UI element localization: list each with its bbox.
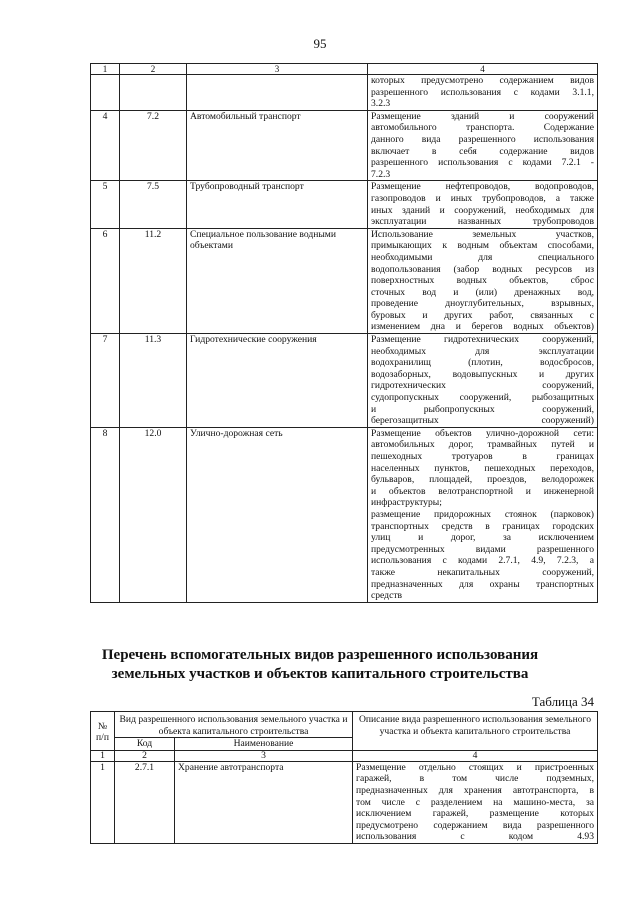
description-cell (353, 761, 598, 843)
header-cell: 1 (91, 64, 120, 75)
header-cell: 3 (187, 64, 368, 75)
empty-cell (120, 75, 187, 111)
table-header-row (91, 64, 598, 75)
description-line: водозаборных, водовыпускных и других (371, 368, 594, 380)
description-line: инфраструктуры; (371, 497, 442, 509)
description-line: также некапитальных сооружений, (371, 566, 594, 578)
description-line: необходимых для эксплуатации (371, 345, 594, 357)
description-cell (368, 228, 598, 333)
row-number: 4 (91, 110, 120, 181)
description-line: Размещение отдельно стоящих и пристроенных (356, 761, 595, 773)
description-line: 7.2.3 (371, 168, 391, 180)
description-line: поверхностных водных объектов, сброс (371, 275, 594, 287)
row-name: Гидротехнические сооружения (187, 334, 368, 428)
row-code: 11.2 (120, 228, 187, 333)
section-heading: Перечень вспомогательных видов разрешенного использования земельных участков и объектов капитального строительства (101, 647, 539, 682)
header-cell: 4 (368, 64, 598, 75)
index-cell: 3 (175, 750, 353, 761)
description-line: данного вида разрешенного использования (371, 133, 594, 145)
row-number: 1 (91, 761, 115, 843)
header-cell: 2 (120, 64, 187, 75)
table-row (91, 334, 598, 428)
auxiliary-land-use-table (90, 711, 598, 844)
description-cell (368, 75, 598, 111)
row-number: 5 (91, 181, 120, 228)
description-line: предназначенных для хранения автотранспорта, в (356, 784, 595, 796)
description-line: размещение придорожных стоянок (парковок) (371, 508, 594, 520)
col-type-header: Вид разрешенного использования земельного участка и объекта капитального строительства (115, 712, 353, 738)
row-name: Трубопроводный транспорт (187, 181, 368, 228)
table-caption: Таблица 34 (531, 694, 594, 709)
page-number: 95 (313, 36, 327, 51)
description-line: использования с кодом 4.93 (356, 831, 595, 843)
table-row (91, 761, 598, 843)
row-name: Автомобильный транспорт (187, 110, 368, 181)
empty-cell (91, 75, 120, 111)
description-line: автомобильного транспорта. Содержание (371, 122, 594, 134)
row-code: 2.7.1 (115, 761, 175, 843)
description-line: автомобильных дорог, трамвайных путей и (371, 439, 594, 451)
row-name: Улично-дорожная сеть (187, 427, 368, 602)
description-cell (368, 334, 598, 428)
empty-cell (187, 75, 368, 111)
description-line: которых предусмотрено содержанием видов (371, 75, 594, 86)
row-code: 12.0 (120, 427, 187, 602)
index-cell: 2 (115, 750, 175, 761)
col-name-header: Наименование (175, 738, 353, 751)
description-line: водопользования (забор водных ресурсов из (371, 263, 594, 275)
row-number: 8 (91, 427, 120, 602)
table-row (91, 228, 598, 333)
description-line: судопропускных сооружений, рыбозащитных (371, 392, 594, 404)
description-line: и объектов велотранспортной и инженерной (371, 485, 594, 497)
description-line: пешеходных тротуаров в границах (371, 451, 594, 462)
description-line: транспортных средств в границах городских (371, 520, 594, 532)
col-code-header: Код (115, 738, 175, 751)
description-line: Размещение гидротехнических сооружений, (371, 334, 594, 346)
description-line: примыкающих к водным объектам способами, (371, 240, 594, 252)
description-line: населенных пунктов, пешеходных переходов, (371, 462, 594, 474)
row-code: 11.3 (120, 334, 187, 428)
description-line: разрешенного использования с кодами 7.2.1 - (371, 157, 594, 169)
description-line: гаражей, в том числе подземных, (356, 773, 595, 785)
col-desc-header: Описание вида разрешенного использования земельного участка и объекта капитального строительства (353, 712, 598, 751)
row-code: 7.5 (120, 181, 187, 228)
description-line: включает в себя содержание видов (371, 145, 594, 157)
description-line: гидротехнических сооружений, (371, 380, 594, 392)
table-row (91, 75, 598, 111)
description-line: Использование земельных участков, (371, 228, 594, 240)
row-name: Специальное пользование водными объектами (187, 228, 368, 333)
description-line: том числе с разделением на машино-места, за (356, 796, 595, 808)
description-cell (368, 427, 598, 602)
description-line: исключением гаражей, размещение которых (356, 808, 595, 820)
description-line: Размещение зданий и сооружений (371, 110, 594, 122)
row-number: 6 (91, 228, 120, 333)
index-cell: 1 (91, 750, 115, 761)
column-index-row (91, 750, 598, 761)
index-cell: 4 (353, 750, 598, 761)
land-use-table-continued (90, 63, 598, 603)
description-cell (368, 110, 598, 181)
description-line: проведение дноуглубительных, взрывных, (371, 298, 594, 310)
description-cell (368, 181, 598, 228)
row-number: 7 (91, 334, 120, 428)
description-line: газопроводов и иных трубопроводов, а также (371, 192, 594, 204)
table-row (91, 181, 598, 228)
col-num-header: № п/п (91, 712, 115, 751)
description-line: и рыбопропускных сооружений, (371, 403, 594, 415)
description-line: Размещение объектов улично-дорожной сети: (371, 427, 594, 439)
description-line: берегозащитных сооружений) (371, 415, 594, 427)
description-line: предусмотренных видами разрешенного (371, 543, 594, 555)
description-line: необходимыми для специального (371, 251, 594, 263)
description-line: водохранилищ (плотин, водосбросов, (371, 357, 594, 369)
description-line: 3.2.3 (371, 98, 391, 110)
description-line: иных зданий и сооружений, необходимых для (371, 204, 594, 216)
description-line: предназначенных для охраны транспортных (371, 578, 594, 590)
description-line: буровых и других работ, связанных с (371, 309, 594, 321)
description-line: изменением дна и берегов водных объектов) (371, 321, 594, 333)
description-line: предусмотрено содержанием вида разрешенного (356, 819, 595, 831)
row-code: 7.2 (120, 110, 187, 181)
description-line: сточных вод и (или) дренажных вод, (371, 286, 594, 298)
row-name: Хранение автотранспорта (175, 761, 353, 843)
description-line: улиц и дорог, за исключением (371, 532, 594, 544)
description-line: использования с кодами 2.7.1, 4.9, 7.2.3, а (371, 555, 594, 567)
description-line: Размещение нефтепроводов, водопроводов, (371, 181, 594, 193)
table-row (91, 427, 598, 602)
table-row (91, 110, 598, 181)
description-line: средств (371, 590, 403, 602)
description-line: разрешенного использования с кодами 3.1.1, (371, 86, 594, 98)
description-line: бульваров, площадей, проездов, велодорожек (371, 474, 594, 486)
description-line: эксплуатации названных трубопроводов (371, 216, 594, 228)
